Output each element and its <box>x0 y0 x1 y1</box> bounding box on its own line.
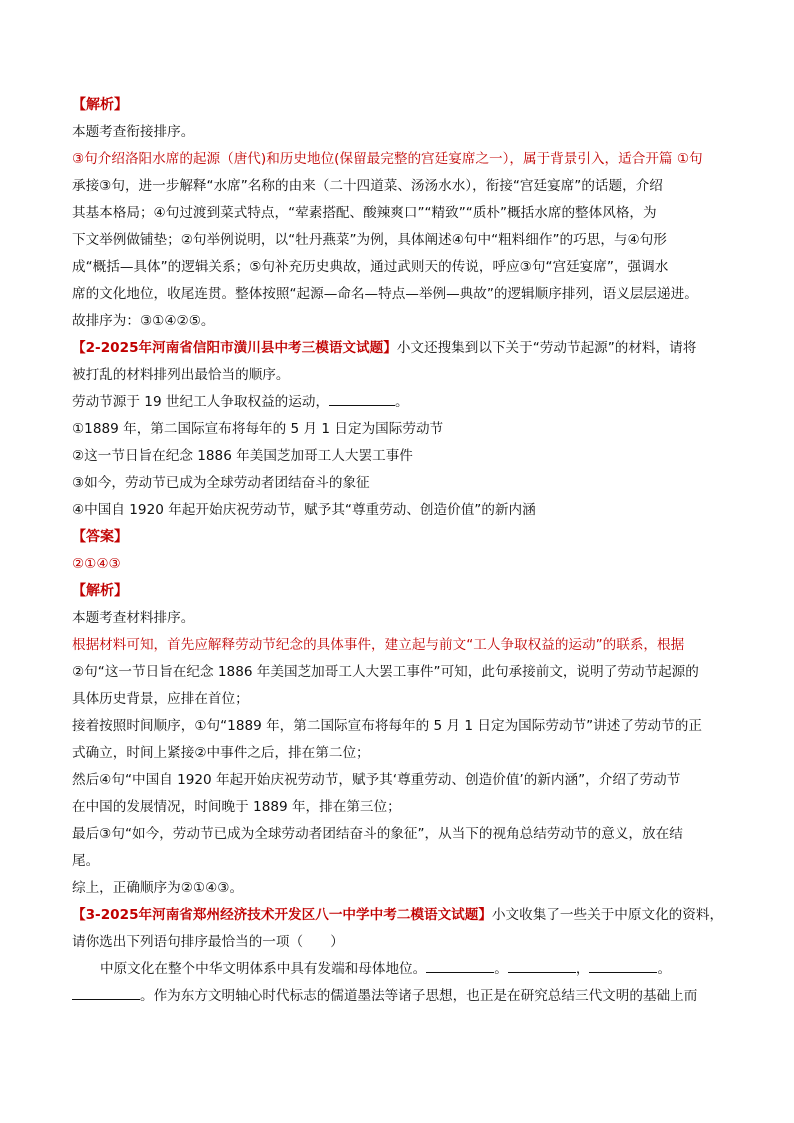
analysis-text: ③句介绍洛阳水席的起源（唐代)和历史地位(保留最完整的宫廷宴席之一），属于背景引入，适合开篇 ①句 <box>72 151 703 167</box>
analysis-text: 成“概括—具体”的逻辑关系；⑤句补充历史典故，通过武则天的传说，呼应③句“宫廷宴席”，强调水 <box>72 259 669 275</box>
question-3-header-line <box>72 902 722 929</box>
passage-text: 。作为东方文明轴心时代标志的儒道墨法等诸子思想，也正是在研究总结三代文明的基础上而 <box>140 988 698 1004</box>
answer-blank <box>426 958 494 973</box>
question-3-prompt: 小文收集了一些关于中原文化的资料， <box>491 907 724 923</box>
question-2-header-line <box>72 335 722 362</box>
passage-punct: ， <box>575 961 590 977</box>
answer-blank <box>589 958 657 973</box>
analysis-text: 故排序为：③①④②⑤。 <box>72 313 215 329</box>
analysis-text: 根据材料可知，首先应解释劳动节纪念的具体事件，建立起与前文“工人争取权益的运动”的联系，根据 <box>72 637 685 653</box>
analysis-text: ②句“这一节日旨在纪念 1886 年美国芝加哥工人大罢工事件”可知，此句承接前文，说明了劳动节起源的 <box>72 664 699 680</box>
analysis-text: 最后③句“如今，劳动节已成为全球劳动者团结奋斗的象征”，从当下的视角总结劳动节的意义，放在结 <box>72 826 683 842</box>
option-2: ②这一节日旨在纪念 1886 年美国芝加哥工人大罢工事件 <box>72 448 413 464</box>
answer-value: ②①④③ <box>72 556 121 572</box>
analysis-text: 然后④句“中国自 1920 年起开始庆祝劳动节，赋予其‘尊重劳动、创造价值’的新内涵”，介绍了劳动节 <box>72 772 681 788</box>
analysis-text: 具体历史背景，应排在首位； <box>72 691 249 707</box>
analysis-tag: 【解析】 <box>72 97 128 113</box>
analysis-text: 承接③句，进一步解释“水席”名称的由来（二十四道菜、汤汤水水），衔接“宫廷宴席”的话题，介绍 <box>72 178 663 194</box>
analysis-tag: 【解析】 <box>72 583 128 599</box>
analysis-text: 席的文化地位，收尾连贯。整体按照“起源—命名—特点—举例—典故”的逻辑顺序排列，语义层层递进。 <box>72 286 698 302</box>
question-3-source: 【3-2025年河南省郑州经济技术开发区八一中学中考二模语文试题】 <box>72 907 492 923</box>
question-2-source: 【2-2025年河南省信阳市潢川县中考三模语文试题】 <box>72 340 397 356</box>
analysis-text: 在中国的发展情况，时间晚于 1889 年，排在第三位； <box>72 799 401 815</box>
answer-blank <box>72 985 140 1000</box>
analysis-text: 尾。 <box>72 853 100 869</box>
option-3: ③如今，劳动节已成为全球劳动者团结奋斗的象征 <box>72 475 370 491</box>
question-3-prompt: 请你选出下列语句排序最恰当的一项（ ） <box>72 934 344 950</box>
analysis-text: 本题考查材料排序。 <box>72 610 195 626</box>
answer-tag: 【答案】 <box>72 529 128 545</box>
question-2-stem <box>72 389 722 416</box>
document-page <box>72 92 722 1010</box>
analysis-text: 下文举例做铺垫；②句举例说明，以“牡丹燕菜”为例，具体阐述④句中“粗料细作”的巧思，与④句形 <box>72 232 667 248</box>
answer-blank <box>508 958 576 973</box>
stem-end: 。 <box>395 394 409 410</box>
analysis-text: 其基本格局；④句过渡到菜式特点，“荤素搭配、酸辣爽口”“精致”“质朴”概括水席的整体风格，为 <box>72 205 657 221</box>
option-1: ①1889 年，第二国际宣布将每年的 5 月 1 日定为国际劳动节 <box>72 421 444 437</box>
passage-text: 中原文化在整个中华文明体系中具有发端和母体地位。 <box>100 961 427 977</box>
analysis-text: 接着按照时间顺序，①句“1889 年，第二国际宣布将每年的 5 月 1 日定为国际劳动节”讲述了劳动节的正 <box>72 718 702 734</box>
question-3-passage <box>72 956 722 983</box>
passage-punct: 。 <box>494 961 508 977</box>
answer-blank <box>329 391 395 406</box>
question-2-prompt: 被打乱的材料排列出最恰当的顺序。 <box>72 367 290 383</box>
question-2-prompt: 小文还搜集到以下关于“劳动节起源”的材料，请将 <box>396 340 697 356</box>
analysis-text: 综上，正确顺序为②①④③。 <box>72 880 244 896</box>
analysis-text: 式确立，时间上紧接②中事件之后，排在第二位； <box>72 745 370 761</box>
analysis-text: 本题考查衔接排序。 <box>72 124 195 140</box>
question-3-passage <box>72 983 722 1010</box>
option-4: ④中国自 1920 年起开始庆祝劳动节，赋予其“尊重劳动、创造价值”的新内涵 <box>72 502 536 518</box>
stem-text: 劳动节源于 19 世纪工人争取权益的运动， <box>72 394 330 410</box>
passage-punct: 。 <box>657 961 672 977</box>
